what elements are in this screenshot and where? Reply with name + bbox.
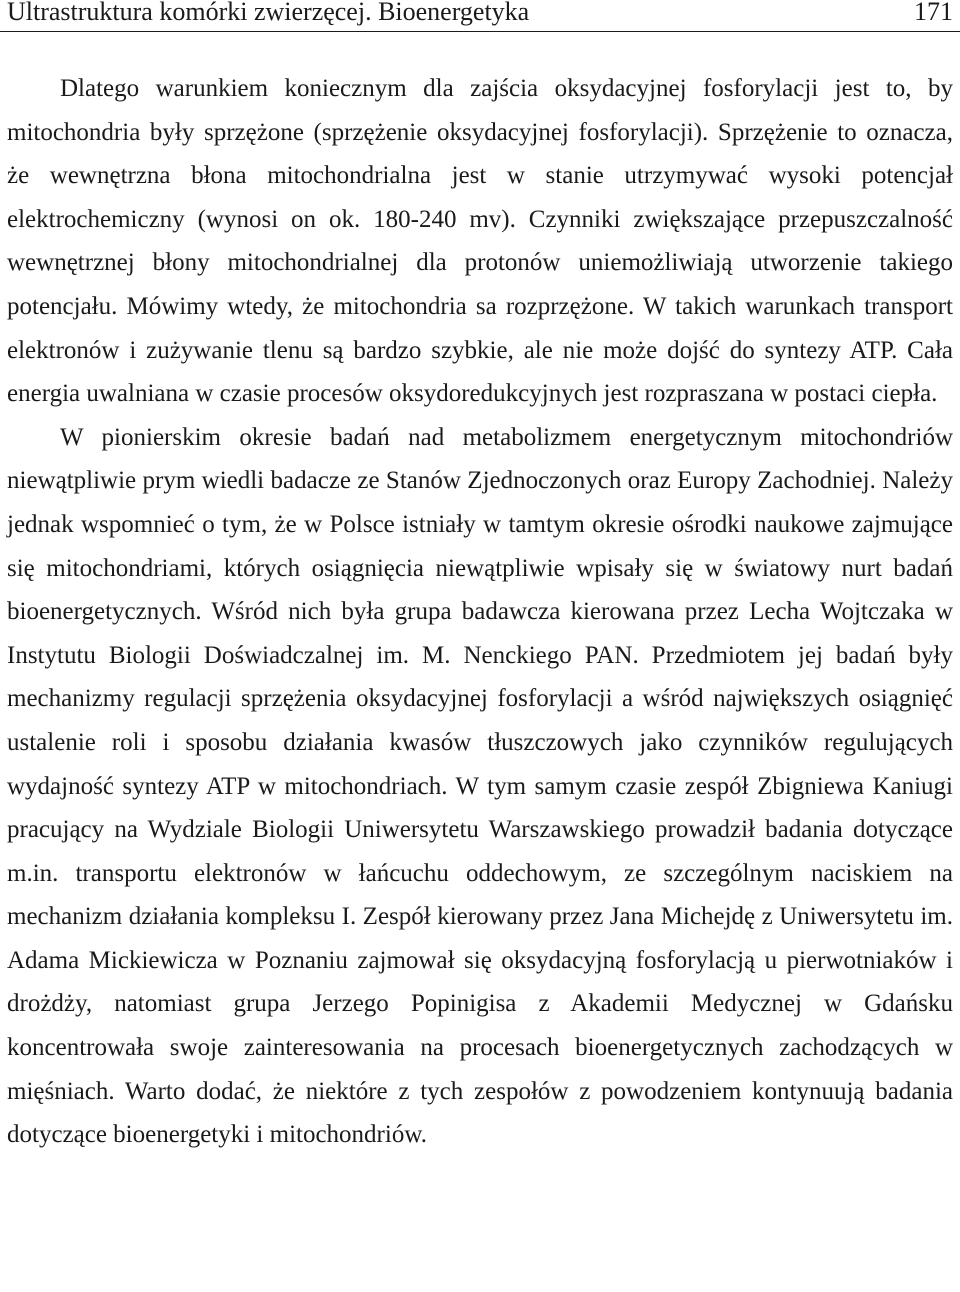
page-number: 171	[914, 0, 953, 26]
header-title: Ultrastruktura komórki zwierzęcej. Bioenergetyka	[7, 0, 530, 26]
running-header	[7, 0, 953, 30]
header-rule	[0, 31, 960, 32]
paragraph: Dlatego warunkiem koniecznym dla zajścia oksydacyjnej fosforylacji jest to, by mitochondria były sprzężone (sprzężenie oksydacyjnej fosforylacji). Sprzężenie to oznacza, że wewnętrzna błona mitochondrialna jest w stanie utrzymywać wysoki potencjał elektrochemiczny (wynosi on ok. 180-240 mv). Czynniki zwiększające przepuszczalność wewnętrznej błony mitochondrialnej dla protonów uniemożliwiają utworzenie takiego potencjału. Mówimy wtedy, że mitochondria sa rozprzężone. W takich warunkach transport elektronów i zużywanie tlenu są bardzo szybkie, ale nie może dojść do syntezy ATP. Cała energia uwalniana w czasie procesów oksydoredukcyjnych jest rozpraszana w postaci ciepła.	[7, 75, 953, 408]
body-text	[7, 67, 953, 1157]
paragraph: W pionierskim okresie badań nad metabolizmem energetycznym mitochondriów niewątpliwie prym wiedli badacze ze Stanów Zjednoczonych oraz Europy Zachodniej. Należy jednak wspomnieć o tym, że w Polsce istniały w tamtym okresie ośrodki naukowe zajmujące się mitochondriami, których osiągnięcia niewątpliwie wpisały się w światowy nurt badań bioenergetycznych. Wśród nich była grupa badawcza kierowana przez Lecha Wojtczaka w Instytutu Biologii Doświadczalnej im. M. Nenckiego PAN. Przedmiotem jej badań były mechanizmy regulacji sprzężenia oksydacyjnej fosforylacji a wśród największych osiągnięć ustalenie roli i sposobu działania kwasów tłuszczowych jako czynników regulujących wydajność syntezy ATP w mitochondriach. W tym samym czasie zespół Zbigniewa Kaniugi pracujący na Wydziale Biologii Uniwersytetu Warszawskiego prowadził badania dotyczące m.in. transportu elektronów w łańcuchu oddechowym, ze szczególnym naciskiem na mechanizm działania kompleksu I. Zespół kierowany przez Jana Michejdę z Uniwersytetu im. Adama Mickiewicza w Poznaniu zajmował się oksydacyjną fosforylacją u pierwotniaków i drożdży, natomiast grupa Jerzego Popinigisa z Akademii Medycznej w Gdańsku koncentrowała swoje zainteresowania na procesach bioenergetycznych zachodzących w mięśniach. Warto dodać, że niektóre z tych zespołów z powodzeniem kontynuują badania dotyczące bioenergetyki i mitochondriów.	[7, 423, 953, 1149]
